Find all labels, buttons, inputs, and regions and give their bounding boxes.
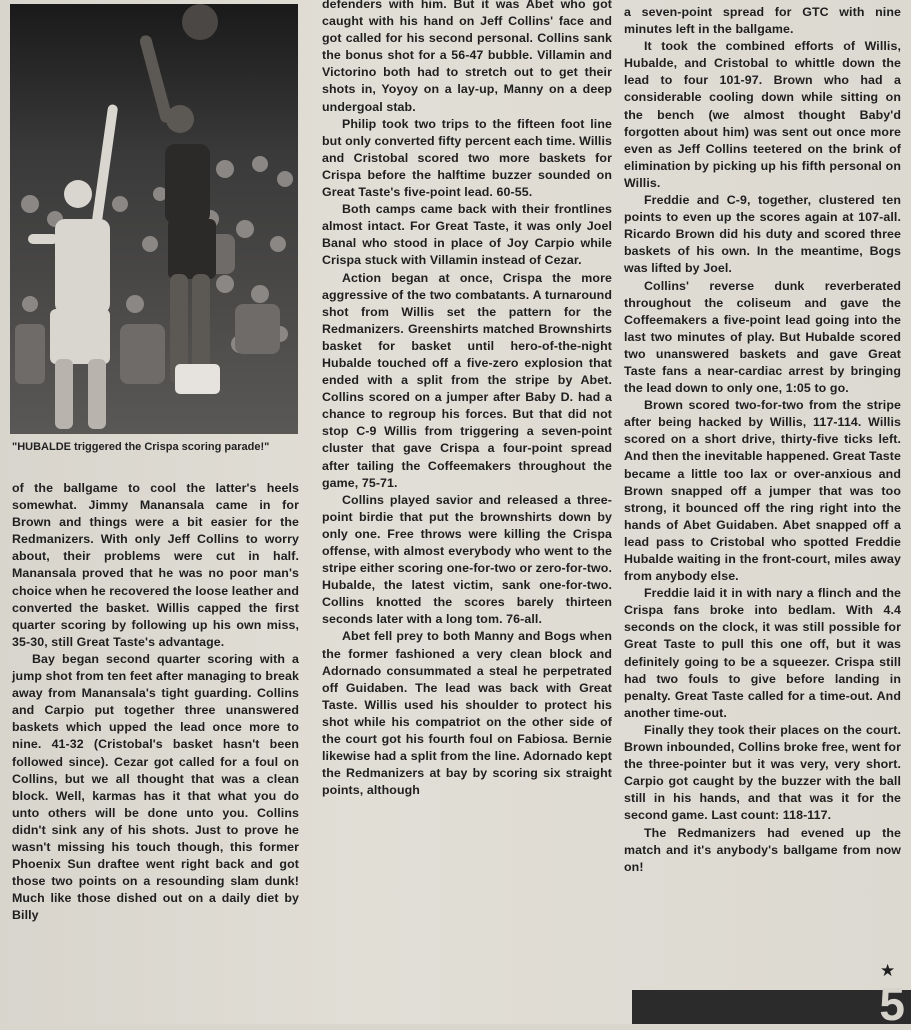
paragraph: a seven-point spread for GTC with nine minutes left in the ballgame. [624, 5, 901, 37]
paragraph: Freddie and C-9, together, clustered ten points to even up the scores again at 107-all. Ricardo Brown did his duty and scored three baskets of his own. In the meantime, Bogs was lifted by Joel. [624, 193, 901, 276]
paragraph: Abet fell prey to both Manny and Bogs when the former fashioned a very clean block and Adornado consummated a steal he perpetrated off Guidaben. The lead was back with Great Taste. Willis used his shoulder to protect his shot while his compatriot on the other side of the court got his fourth foul on Fabiosa. Bernie likewise had a split from the line. Adornado kept the Redmanizers at bay by scoring six straight points, although [322, 629, 612, 798]
paragraph: Bay began second quarter scoring with a jump shot from ten feet after managing to break away from Manansala's tight guarding. Collins and Carpio put together three unanswered baskets which upped the lead once more to nine. 41-32 (Cristobal's basket hasn't been followed since). Cezar got called for a foul on Collins, but we all thought that was a clean block. Well, karmas has it that what you do unto others will be done unto you. Collins didn't sink any of his shots. Just to prove he wasn't missing his touch though, this former Phoenix Sun draftee went right back and got those two points on a resounding slam dunk! Much like those dished out on a daily diet by Billy [12, 651, 299, 923]
paragraph: Action began at once, Crispa the more aggressive of the two combatants. A turnaround shot from Willis set the pattern for the Redmanizers. Greenshirts matched Brownshirts basket for basket until hero-of-the-night Hubalde touched off a five-zero explosion that ended with a split from the stripe by Abet. Collins scored on a jumper after Baby D. had a chance to regroup his forces. But that did not stop C-9 Willis from triggering a seven-point cluster that gave Crispa a four-point spread after tailing the Coffeemakers throughout the game, 75-71. [322, 270, 612, 490]
paragraph: It took the combined efforts of Willis, Hubalde, and Cristobal to whittle down the lead to four 101-97. Brown who had a considerable cooling down while sitting on the bench (we almost thought Baby'd forgotten about him) was sent out once more even as Jeff Collins teetered on the brink of elimination by picking up his fifth personal on Willis. [624, 39, 901, 190]
paragraph: The Redmanizers had evened up the match and it's anybody's ballgame from now on! [624, 825, 901, 874]
basketball-photo [10, 4, 298, 434]
paragraph: Philip took two trips to the fifteen foot line but only converted fifty percent each time. Willis and Cristobal scored two more baskets for Crispa before the halftime buzzer sounded on Great Taste's five-point lead. 60-55. [322, 116, 612, 200]
paragraph: Brown scored two-for-two from the stripe after being hacked by Willis, 117-114. Willis scored on a short drive, thirty-five ticks left. And then the inevitable happened. Great Taste became a little too lax or over-anxious and Brown snapped off a jumper that was too strong, it bounced off the ring right into the hands of Abet Guidaben. Abet snapped off a lead pass to Cristobal who spotted Freddie Hubalde waiting in the front-court, miles away from anybody else. [624, 398, 901, 584]
paragraph: Both camps came back with their frontlines almost intact. For Great Taste, it was only Joel Banal who stood in place of Joy Carpio while Crispa stuck with Villamin instead of Cezar. [322, 202, 612, 268]
paragraph: Collins' reverse dunk reverberated throughout the coliseum and gave the Coffeemakers a five-point lead going into the last two minutes of play. But Hubalde scored two unanswered baskets and gave Great Taste fans a near-cardiac arrest by bringing the lead down to only one, 1:05 to go. [624, 278, 901, 396]
article-column-1 [12, 480, 299, 924]
paragraph: Collins played savior and released a three-point birdie that put the brownshirts down by only one. Free throws were killing the Crispa offense, with almost everybody who went to the stripe either scoring one-for-two or zero-for-two. Hubalde, the latest victim, sank one-for-two. Collins knotted the scores barely thirteen seconds later with a long tom. 76-all. [322, 492, 612, 627]
photo-illustration [10, 4, 298, 434]
paragraph: Freddie laid it in with nary a flinch and the Crispa fans broke into bedlam. With 4.4 seconds on the clock, it was still possible for Great Taste to pull this one off, but it was definitely going to be a squeezer. Crispa still had two fouls to give before landing in penalty. Great Taste called for a time-out. And another time-out. [624, 586, 901, 720]
photo-caption: "HUBALDE triggered the Crispa scoring parade!" [12, 441, 270, 453]
article-column-2 [322, 0, 612, 799]
end-mark-star-icon: ★ [880, 961, 896, 980]
paragraph: defenders with him. But it was Abet who got caught with his hand on Jeff Collins' face and got called for his second personal. Collins sank the bonus shot for a 56-47 bubble. Villamin and Victorino both had to stretch out to get their shots in, Yoyoy on a lay-up, Manny on a deep undergoal stab. [322, 0, 612, 114]
footer-bar [632, 990, 911, 1024]
paragraph: Finally they took their places on the court. Brown inbounded, Collins broke free, went for the three-pointer but it was very, very short. Carpio got caught by the buzzer with the ball still in his hands, and that was it for the second game. Last count: 118-117. [624, 722, 901, 823]
article-column-3 [624, 4, 901, 876]
paragraph: of the ballgame to cool the latter's heels somewhat. Jimmy Manansala came in for Brown and things were a bit easier for the Redmanizers. With only Jeff Collins to worry about, their problems were cut in half. Manansala proved that he was no poor man's choice when he recovered the loose leather and converted the basket. Willis capped the first quarter scoring by following up his own miss, 35-30, still Great Taste's advantage. [12, 481, 299, 649]
page-number: 5 [879, 978, 905, 1030]
